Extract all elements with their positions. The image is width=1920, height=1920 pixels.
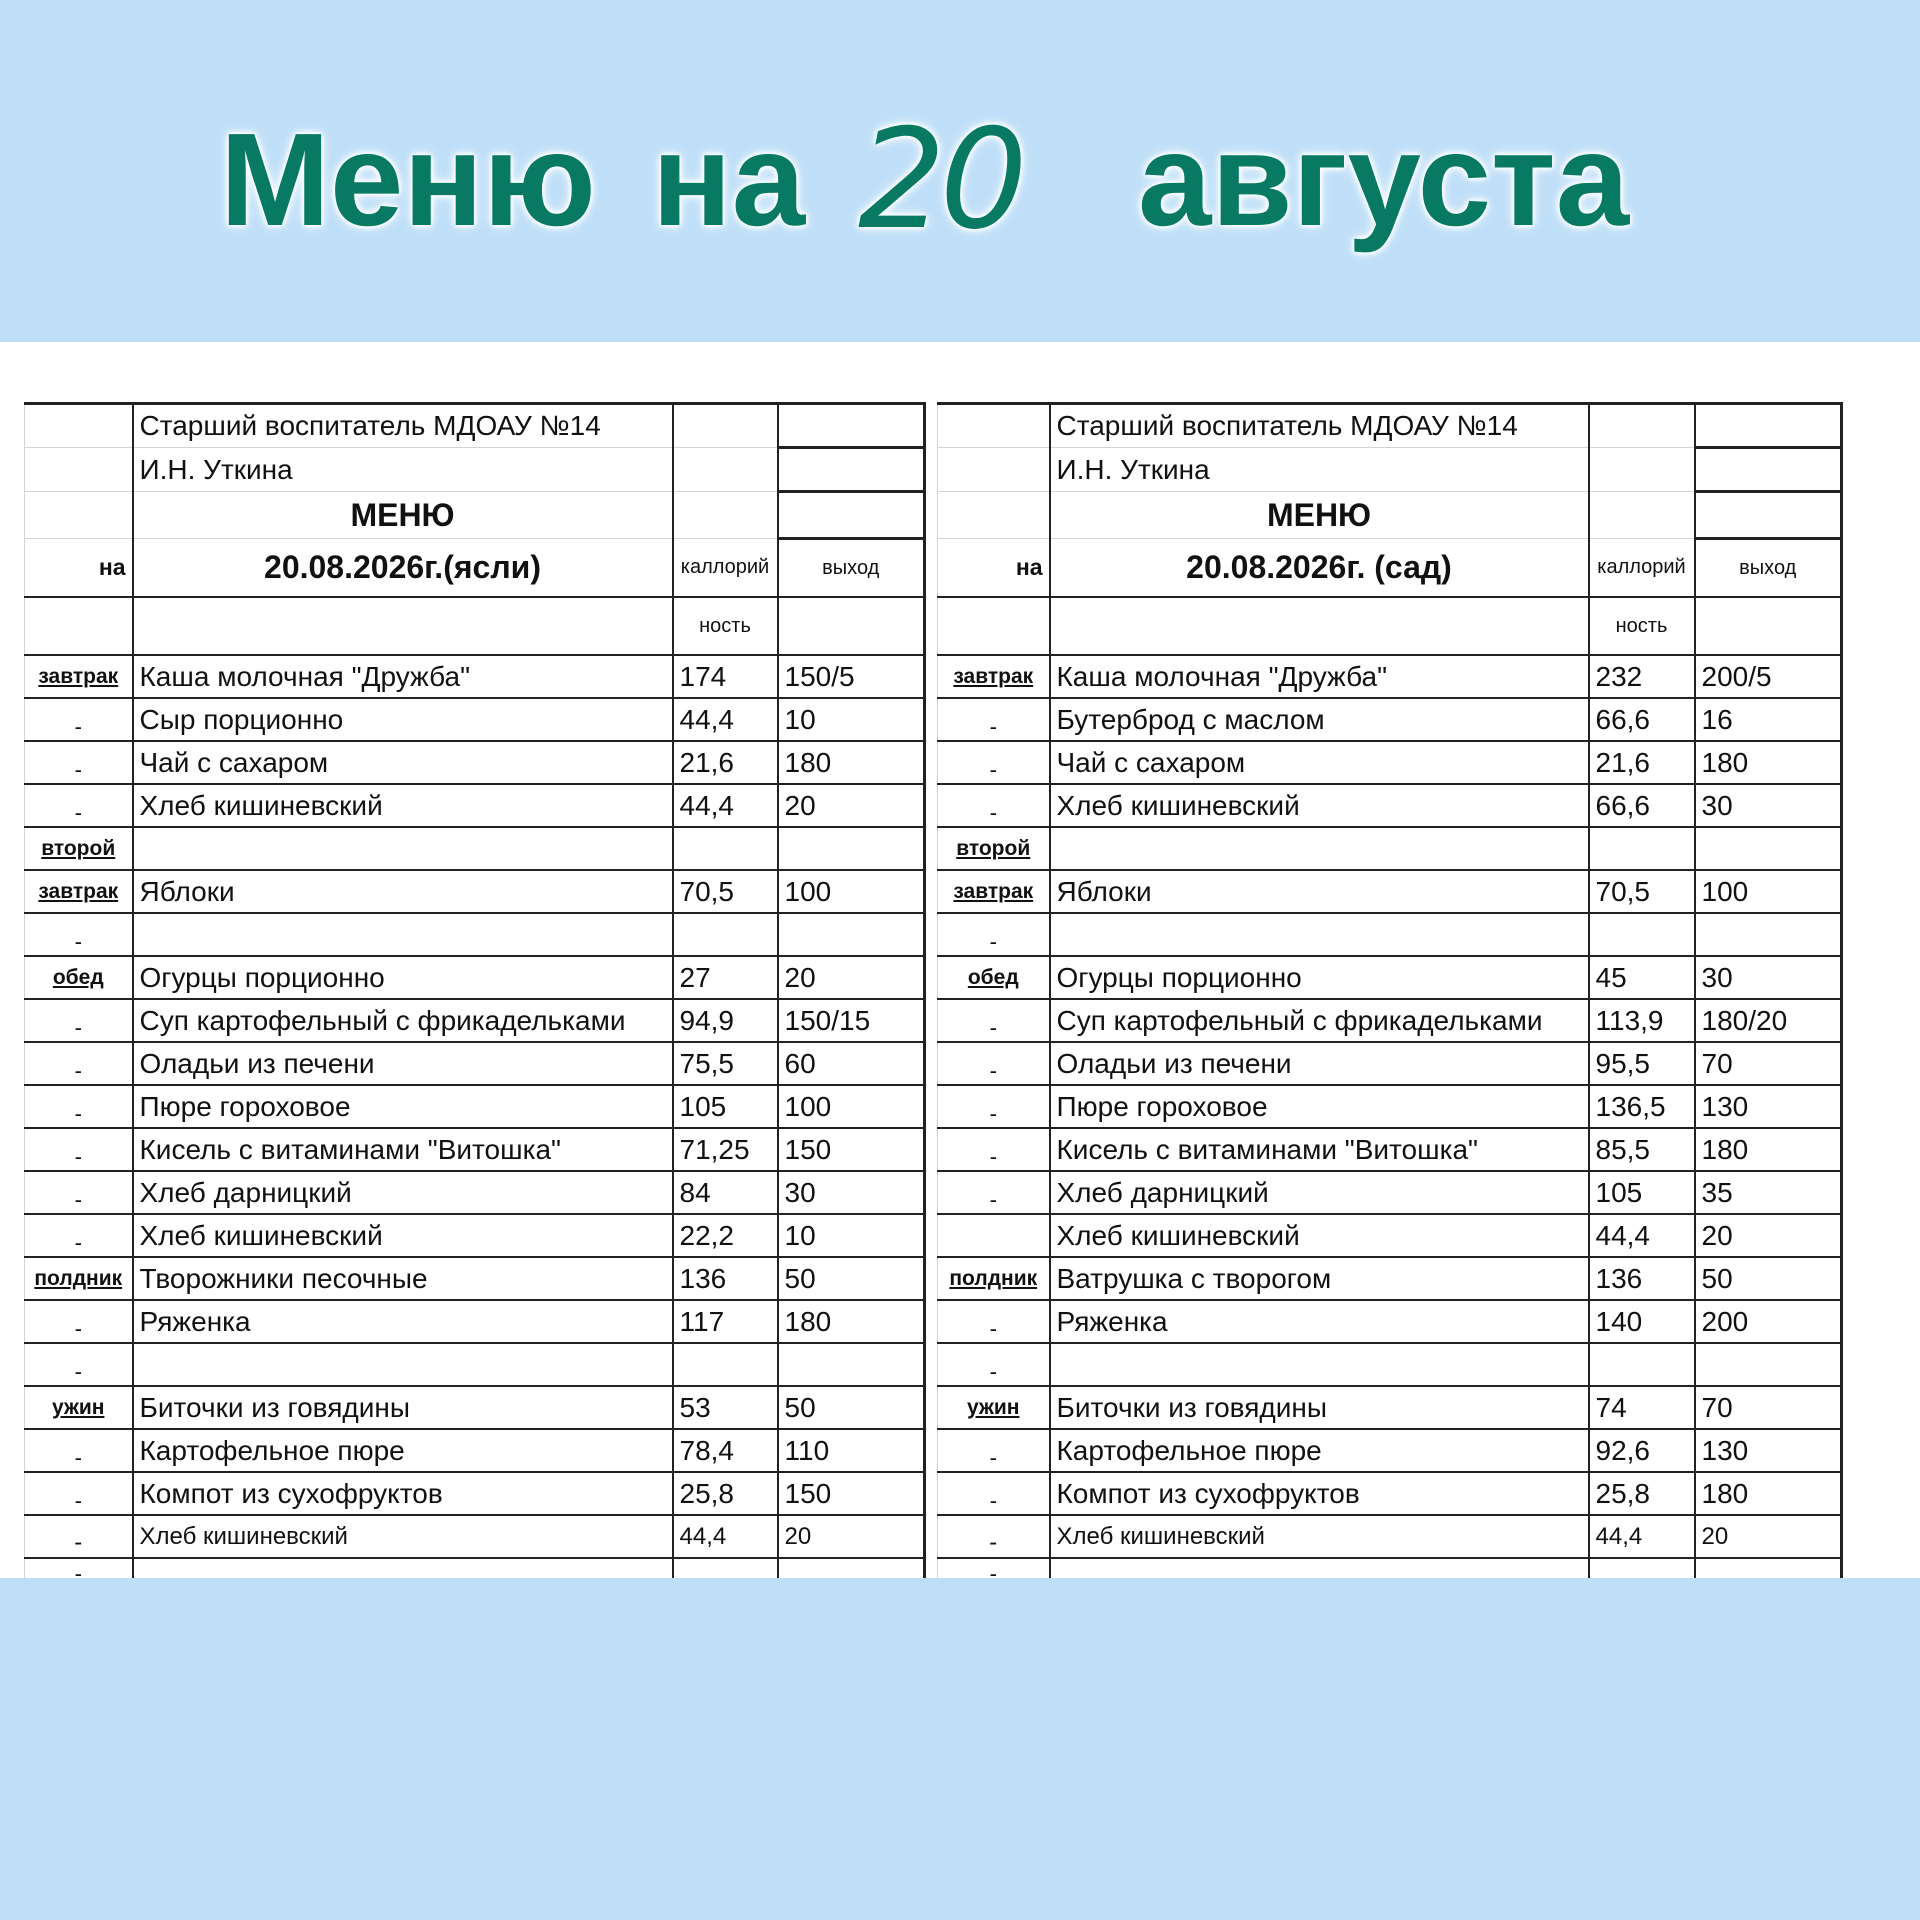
calories-value: 44,4 xyxy=(673,784,778,827)
menu-label: МЕНЮ xyxy=(133,492,673,539)
table-row xyxy=(25,1386,925,1429)
table-row xyxy=(25,870,925,913)
meal-label: - xyxy=(25,1128,133,1171)
table-row xyxy=(25,1257,925,1300)
headline-word-month: августа xyxy=(1138,106,1630,253)
dish-name: Сыр порционно xyxy=(133,698,673,741)
dish-name xyxy=(1050,827,1589,870)
portion-output: 50 xyxy=(778,1386,925,1429)
dish-name: Чай с сахаром xyxy=(133,741,673,784)
calories-value: 70,5 xyxy=(1589,870,1695,913)
menu-table-nursery xyxy=(24,402,926,1578)
portion-output: 130 xyxy=(1695,1085,1842,1128)
meal-label: - xyxy=(25,1300,133,1343)
portion-output: 150/5 xyxy=(778,655,925,698)
calories-value: 113,9 xyxy=(1589,999,1695,1042)
calories-value: 78,4 xyxy=(673,1429,778,1472)
table-row xyxy=(938,448,1842,492)
table-row xyxy=(25,655,925,698)
table-row xyxy=(938,492,1842,539)
calories-value: 22,2 xyxy=(673,1214,778,1257)
table-row xyxy=(938,1085,1842,1128)
date-prefix: на xyxy=(25,539,133,598)
empty-cell xyxy=(1695,492,1842,539)
empty-cell xyxy=(25,492,133,539)
menu-label: МЕНЮ xyxy=(1050,492,1589,539)
empty-cell xyxy=(1589,404,1695,448)
portion-output: 150/15 xyxy=(778,999,925,1042)
table-row xyxy=(938,1257,1842,1300)
table-row xyxy=(938,1343,1842,1386)
calories-value: 66,6 xyxy=(1589,784,1695,827)
menu-date: 20.08.2026г.(ясли) xyxy=(133,539,673,598)
dish-name: Творожники песочные xyxy=(133,1257,673,1300)
table-row xyxy=(938,827,1842,870)
table-row xyxy=(938,1429,1842,1472)
meal-label: - xyxy=(938,913,1050,956)
dish-name: Оладьи из печени xyxy=(1050,1042,1589,1085)
calories-value: 44,4 xyxy=(673,698,778,741)
table-row xyxy=(25,1558,925,1578)
portion-output xyxy=(1695,913,1842,956)
calories-value: 105 xyxy=(673,1085,778,1128)
signer-name: И.Н. Уткина xyxy=(133,448,673,492)
signer-title: Старший воспитатель МДОАУ №14 xyxy=(1050,404,1589,448)
meal-label xyxy=(938,1214,1050,1257)
portion-output: 110 xyxy=(778,1429,925,1472)
portion-output: 200/5 xyxy=(1695,655,1842,698)
portion-output: 10 xyxy=(778,698,925,741)
empty-cell xyxy=(1695,448,1842,492)
meal-label: - xyxy=(938,1128,1050,1171)
meal-label: - xyxy=(938,999,1050,1042)
calories-value: 25,8 xyxy=(1589,1472,1695,1515)
calories-value: 45 xyxy=(1589,956,1695,999)
empty-cell xyxy=(133,1558,673,1578)
portion-output: 180 xyxy=(1695,1472,1842,1515)
table-row xyxy=(25,597,925,655)
meal-label: - xyxy=(25,1472,133,1515)
headline-day-number: 20 xyxy=(858,99,1022,260)
meal-label: второй xyxy=(938,827,1050,870)
calories-value xyxy=(1589,1343,1695,1386)
empty-cell xyxy=(938,597,1050,655)
meal-label: - xyxy=(938,1558,1050,1578)
portion-output: 70 xyxy=(1695,1386,1842,1429)
dish-name: Картофельное пюре xyxy=(133,1429,673,1472)
portion-output: 16 xyxy=(1695,698,1842,741)
empty-cell xyxy=(25,404,133,448)
calories-value: 92,6 xyxy=(1589,1429,1695,1472)
calories-value: 140 xyxy=(1589,1300,1695,1343)
dish-name: Компот из сухофруктов xyxy=(1050,1472,1589,1515)
empty-cell xyxy=(1050,597,1589,655)
meal-label: - xyxy=(938,741,1050,784)
portion-output: 20 xyxy=(1695,1214,1842,1257)
dish-name: Биточки из говядины xyxy=(133,1386,673,1429)
empty-cell xyxy=(1050,1558,1589,1578)
table-row xyxy=(25,913,925,956)
empty-cell xyxy=(1695,1558,1842,1578)
dish-name xyxy=(1050,1343,1589,1386)
dish-name xyxy=(133,827,673,870)
table-row xyxy=(25,698,925,741)
table-row xyxy=(938,539,1842,598)
calories-value: 27 xyxy=(673,956,778,999)
calories-value: 174 xyxy=(673,655,778,698)
portion-output xyxy=(1695,827,1842,870)
meal-label: - xyxy=(938,1429,1050,1472)
meal-label: завтрак xyxy=(25,655,133,698)
dish-name: Ряженка xyxy=(1050,1300,1589,1343)
portion-output: 30 xyxy=(1695,784,1842,827)
table-row xyxy=(25,741,925,784)
dish-name: Хлеб кишиневский xyxy=(1050,1515,1589,1558)
dish-name: Хлеб кишиневский xyxy=(1050,784,1589,827)
meal-label: - xyxy=(938,1042,1050,1085)
portion-output: 50 xyxy=(1695,1257,1842,1300)
column-header-calories: каллорий xyxy=(673,539,778,598)
table-row xyxy=(938,404,1842,448)
table-row xyxy=(25,448,925,492)
dish-name: Хлеб кишиневский xyxy=(133,784,673,827)
dish-name: Суп картофельный с фрикадельками xyxy=(1050,999,1589,1042)
meal-label: - xyxy=(938,698,1050,741)
portion-output: 180 xyxy=(1695,741,1842,784)
table-row xyxy=(938,956,1842,999)
dish-name: Хлеб кишиневский xyxy=(133,1515,673,1558)
signer-name: И.Н. Уткина xyxy=(1050,448,1589,492)
dish-name: Пюре гороховое xyxy=(1050,1085,1589,1128)
meal-label: обед xyxy=(938,956,1050,999)
table-row xyxy=(25,1515,925,1558)
table-row xyxy=(25,1128,925,1171)
meal-label: ужин xyxy=(938,1386,1050,1429)
meal-label: - xyxy=(25,784,133,827)
empty-cell xyxy=(938,404,1050,448)
menu-sheet xyxy=(0,342,1920,1578)
footer-band xyxy=(0,1578,1920,1920)
dish-name: Чай с сахаром xyxy=(1050,741,1589,784)
meal-label: - xyxy=(25,1214,133,1257)
portion-output: 30 xyxy=(1695,956,1842,999)
portion-output: 35 xyxy=(1695,1171,1842,1214)
portion-output xyxy=(778,1343,925,1386)
table-row xyxy=(25,1042,925,1085)
meal-label: - xyxy=(25,1558,133,1578)
dish-name: Картофельное пюре xyxy=(1050,1429,1589,1472)
portion-output: 100 xyxy=(1695,870,1842,913)
empty-cell xyxy=(673,448,778,492)
calories-value: 95,5 xyxy=(1589,1042,1695,1085)
table-row xyxy=(25,956,925,999)
empty-cell xyxy=(938,492,1050,539)
meal-label: - xyxy=(25,999,133,1042)
portion-output: 150 xyxy=(778,1128,925,1171)
calories-value xyxy=(1589,913,1695,956)
table-row xyxy=(938,741,1842,784)
empty-cell xyxy=(778,492,925,539)
portion-output: 20 xyxy=(778,1515,925,1558)
portion-output: 180 xyxy=(778,741,925,784)
meal-label: - xyxy=(938,1472,1050,1515)
portion-output: 100 xyxy=(778,870,925,913)
portion-output: 100 xyxy=(778,1085,925,1128)
calories-value: 53 xyxy=(673,1386,778,1429)
dish-name: Оладьи из печени xyxy=(133,1042,673,1085)
portion-output: 180 xyxy=(778,1300,925,1343)
portion-output: 70 xyxy=(1695,1042,1842,1085)
column-header-output: выход xyxy=(1695,539,1842,598)
dish-name: Хлеб кишиневский xyxy=(133,1214,673,1257)
dish-name: Ряженка xyxy=(133,1300,673,1343)
table-row xyxy=(25,1214,925,1257)
empty-cell xyxy=(25,448,133,492)
empty-cell xyxy=(778,1558,925,1578)
table-row xyxy=(938,1386,1842,1429)
signer-title: Старший воспитатель МДОАУ №14 xyxy=(133,404,673,448)
meal-label: - xyxy=(938,1085,1050,1128)
calories-value: 94,9 xyxy=(673,999,778,1042)
portion-output: 10 xyxy=(778,1214,925,1257)
table-row xyxy=(938,1128,1842,1171)
portion-output: 30 xyxy=(778,1171,925,1214)
table-row xyxy=(938,784,1842,827)
empty-cell xyxy=(25,597,133,655)
meal-label: завтрак xyxy=(25,870,133,913)
portion-output: 130 xyxy=(1695,1429,1842,1472)
calories-value: 44,4 xyxy=(1589,1214,1695,1257)
empty-cell xyxy=(778,597,925,655)
column-header-calories-suffix: ность xyxy=(1589,597,1695,655)
dish-name: Огурцы порционно xyxy=(1050,956,1589,999)
calories-value: 136 xyxy=(1589,1257,1695,1300)
table-row xyxy=(25,999,925,1042)
calories-value xyxy=(673,1343,778,1386)
portion-output: 20 xyxy=(1695,1515,1842,1558)
meal-label: - xyxy=(25,1429,133,1472)
empty-cell xyxy=(1695,404,1842,448)
table-row xyxy=(25,492,925,539)
date-prefix: на xyxy=(938,539,1050,598)
headline-word-menu: Меню xyxy=(220,106,596,253)
calories-value: 25,8 xyxy=(673,1472,778,1515)
dish-name xyxy=(133,1343,673,1386)
dish-name: Компот из сухофруктов xyxy=(133,1472,673,1515)
dish-name: Яблоки xyxy=(1050,870,1589,913)
dish-name: Каша молочная "Дружба" xyxy=(133,655,673,698)
table-row xyxy=(938,870,1842,913)
meal-label: - xyxy=(938,1171,1050,1214)
meal-label: - xyxy=(25,1085,133,1128)
meal-label: - xyxy=(25,1343,133,1386)
table-row xyxy=(938,1558,1842,1578)
table-row xyxy=(938,999,1842,1042)
meal-label: - xyxy=(938,1300,1050,1343)
empty-cell xyxy=(1589,1558,1695,1578)
meal-label: полдник xyxy=(938,1257,1050,1300)
table-row xyxy=(25,1171,925,1214)
dish-name: Хлеб дарницкий xyxy=(133,1171,673,1214)
menu-date: 20.08.2026г. (сад) xyxy=(1050,539,1589,598)
calories-value: 44,4 xyxy=(673,1515,778,1558)
calories-value: 136 xyxy=(673,1257,778,1300)
portion-output: 180/20 xyxy=(1695,999,1842,1042)
portion-output: 50 xyxy=(778,1257,925,1300)
column-header-output: выход xyxy=(778,539,925,598)
dish-name: Пюре гороховое xyxy=(133,1085,673,1128)
portion-output: 60 xyxy=(778,1042,925,1085)
calories-value: 75,5 xyxy=(673,1042,778,1085)
dish-name: Хлеб кишиневский xyxy=(1050,1214,1589,1257)
calories-value: 44,4 xyxy=(1589,1515,1695,1558)
calories-value: 85,5 xyxy=(1589,1128,1695,1171)
dish-name: Ватрушка с творогом xyxy=(1050,1257,1589,1300)
calories-value xyxy=(673,913,778,956)
meal-label: завтрак xyxy=(938,870,1050,913)
dish-name: Огурцы порционно xyxy=(133,956,673,999)
calories-value: 136,5 xyxy=(1589,1085,1695,1128)
table-row xyxy=(938,1300,1842,1343)
empty-cell xyxy=(673,1558,778,1578)
column-header-calories-suffix: ность xyxy=(673,597,778,655)
calories-value xyxy=(673,827,778,870)
meal-label: - xyxy=(25,1042,133,1085)
dish-name: Кисель с витаминами "Витошка" xyxy=(1050,1128,1589,1171)
column-header-calories: каллорий xyxy=(1589,539,1695,598)
dish-name: Каша молочная "Дружба" xyxy=(1050,655,1589,698)
dish-name: Яблоки xyxy=(133,870,673,913)
table-row xyxy=(938,1171,1842,1214)
portion-output: 20 xyxy=(778,956,925,999)
empty-cell xyxy=(778,404,925,448)
calories-value: 74 xyxy=(1589,1386,1695,1429)
meal-label: - xyxy=(938,1515,1050,1558)
portion-output xyxy=(1695,1343,1842,1386)
table-row xyxy=(25,1085,925,1128)
meal-label: обед xyxy=(25,956,133,999)
table-row xyxy=(938,913,1842,956)
meal-label: - xyxy=(25,1171,133,1214)
portion-output: 200 xyxy=(1695,1300,1842,1343)
meal-label: ужин xyxy=(25,1386,133,1429)
empty-cell xyxy=(938,448,1050,492)
meal-label: - xyxy=(25,913,133,956)
calories-value: 66,6 xyxy=(1589,698,1695,741)
menu-table-kindergarten xyxy=(937,402,1843,1578)
calories-value: 71,25 xyxy=(673,1128,778,1171)
table-row xyxy=(25,827,925,870)
table-row xyxy=(938,1515,1842,1558)
dish-name: Кисель с витаминами "Витошка" xyxy=(133,1128,673,1171)
empty-cell xyxy=(1589,492,1695,539)
portion-output: 150 xyxy=(778,1472,925,1515)
table-row xyxy=(25,1300,925,1343)
table-row xyxy=(938,1472,1842,1515)
table-row xyxy=(938,1214,1842,1257)
meal-label: - xyxy=(938,1343,1050,1386)
calories-value: 70,5 xyxy=(673,870,778,913)
table-row xyxy=(25,1472,925,1515)
calories-value: 117 xyxy=(673,1300,778,1343)
headline-word-na: на xyxy=(652,106,806,253)
calories-value xyxy=(1589,827,1695,870)
calories-value: 105 xyxy=(1589,1171,1695,1214)
table-row xyxy=(25,784,925,827)
table-row xyxy=(25,1429,925,1472)
meal-label: завтрак xyxy=(938,655,1050,698)
meal-label: второй xyxy=(25,827,133,870)
table-row xyxy=(25,539,925,598)
portion-output xyxy=(778,913,925,956)
table-row xyxy=(938,1042,1842,1085)
empty-cell xyxy=(778,448,925,492)
meal-label: - xyxy=(25,698,133,741)
dish-name xyxy=(1050,913,1589,956)
dish-name xyxy=(133,913,673,956)
table-row xyxy=(938,597,1842,655)
table-row xyxy=(25,1343,925,1386)
dish-name: Биточки из говядины xyxy=(1050,1386,1589,1429)
dish-name: Бутерброд с маслом xyxy=(1050,698,1589,741)
empty-cell xyxy=(1695,597,1842,655)
dish-name: Суп картофельный с фрикадельками xyxy=(133,999,673,1042)
meal-label: - xyxy=(938,784,1050,827)
table-row xyxy=(25,404,925,448)
portion-output xyxy=(778,827,925,870)
page-headline xyxy=(0,95,1920,265)
portion-output: 180 xyxy=(1695,1128,1842,1171)
portion-output: 20 xyxy=(778,784,925,827)
table-row xyxy=(938,698,1842,741)
meal-label: полдник xyxy=(25,1257,133,1300)
empty-cell xyxy=(1589,448,1695,492)
table-row xyxy=(938,655,1842,698)
calories-value: 21,6 xyxy=(673,741,778,784)
meal-label: - xyxy=(25,741,133,784)
calories-value: 21,6 xyxy=(1589,741,1695,784)
calories-value: 232 xyxy=(1589,655,1695,698)
calories-value: 84 xyxy=(673,1171,778,1214)
dish-name: Хлеб дарницкий xyxy=(1050,1171,1589,1214)
empty-cell xyxy=(133,597,673,655)
empty-cell xyxy=(673,492,778,539)
empty-cell xyxy=(673,404,778,448)
meal-label: - xyxy=(25,1515,133,1558)
